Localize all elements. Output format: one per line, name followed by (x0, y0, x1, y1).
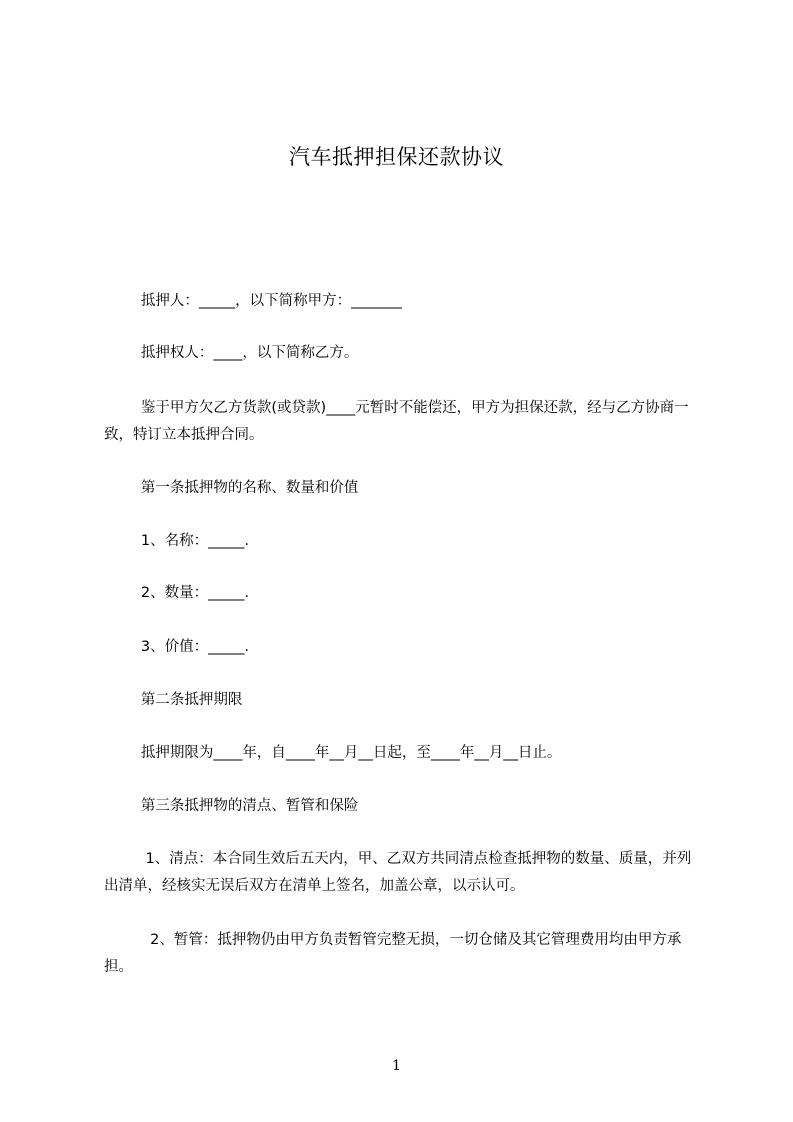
paragraph-preamble: 鉴于甲方欠乙方货款(或贷款)____元暂时不能偿还，甲方为担保还款，经与乙方协商一致，特订立本抵押合同。 (104, 400, 689, 443)
paragraph-custody: 2、暂管：抵押物仍由甲方负责暂管完整无损，一切仓储及其它管理费用均由甲方承担。 (104, 932, 682, 975)
page-number: 1 (392, 1058, 401, 1074)
article-1-heading: 第一条抵押物的名称、数量和价值 (104, 480, 359, 496)
paragraph-mortgagor: 抵押人：_____，以下简称甲方：_______ (104, 293, 402, 309)
paragraph-mortgagee: 抵押权人：____，以下简称乙方。 (104, 345, 359, 361)
paragraph-inventory: 1、清点：本合同生效后五天内，甲、乙双方共同清点检查抵押物的数量、质量，并列出清单，经核实无误后双方在清单上签名，加盖公章，以示认可。 (104, 851, 692, 894)
item-name: 1、名称：_____. (104, 533, 249, 549)
item-value: 3、价值：_____. (104, 639, 249, 655)
document-title: 汽车抵押担保还款协议 (289, 145, 504, 169)
article-3-heading: 第三条抵押物的清点、暂管和保险 (104, 798, 359, 814)
item-quantity: 2、数量：_____. (104, 585, 249, 601)
article-2-heading: 第二条抵押期限 (104, 692, 243, 708)
paragraph-term: 抵押期限为____年，自____年__月__日起，至____年__月__日止。 (104, 745, 562, 761)
